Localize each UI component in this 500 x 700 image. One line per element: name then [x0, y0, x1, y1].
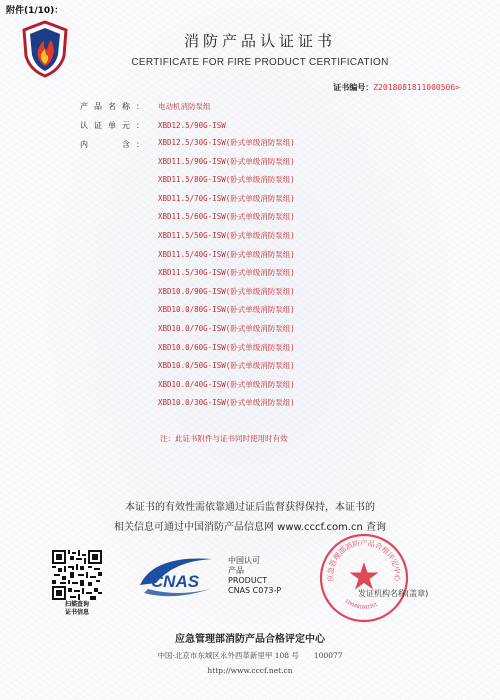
title-chinese: 消防产品认证证书 [183, 32, 336, 50]
certification-unit-value: XBD12.5/90G-ISW [158, 121, 226, 130]
seal-number-text: 1101081082551 [343, 598, 379, 611]
contains-label: 内 含： [80, 140, 150, 149]
attachment-note: 注：此证书附件与证书同时使用时有效 [160, 434, 288, 443]
certification-unit-label: 认证单元： [80, 121, 150, 130]
validity-line-1: 本证书的有效性需依靠通过证后监督获得保持，本证书的 [125, 502, 375, 513]
list-item: XBD10.0/80G-ISW(卧式单级消防泵组) [158, 305, 295, 315]
footer-address: 中国·北京市东城区永外西革新里甲 108 号 100077 [157, 651, 343, 660]
list-item: XBD11.5/60G-ISW(卧式单级消防泵组) [158, 212, 295, 222]
list-item: XBD10.0/30G-ISW(卧式单级消防泵组) [158, 398, 295, 408]
list-item: XBD11.5/90G-ISW(卧式单级消防泵组) [158, 156, 295, 166]
list-item: XBD10.0/70G-ISW(卧式单级消防泵组) [158, 323, 295, 333]
accreditation-text [228, 556, 281, 596]
accreditation-line-2: 产品 [228, 566, 244, 575]
list-item: XBD12.5/30G-ISW(卧式单级消防泵组) [158, 138, 295, 147]
validity-line-2: 相关信息可通过中国消防产品信息网 www.cccf.com.cn 查询 [114, 522, 386, 533]
validity-statement [0, 498, 500, 538]
list-item: XBD11.5/70G-ISW(卧式单级消防泵组) [158, 193, 295, 203]
cnas-logo-text: CNAS [150, 572, 200, 591]
list-item: XBD11.5/50G-ISW(卧式单级消防泵组) [158, 230, 295, 240]
cnas-logo-icon [134, 553, 216, 603]
footer-website-link[interactable]: http://www.cccf.net.cn [207, 666, 293, 675]
qr-caption-line-1: 扫描查询 [64, 601, 89, 608]
issuer-label: 发证机构名称(盖章) [358, 589, 429, 598]
list-item: XBD11.5/80G-ISW(卧式单级消防泵组) [158, 175, 295, 185]
qr-caption-line-2: 证书信息 [64, 609, 89, 616]
attachment-label: 附件(1/10)： [6, 6, 64, 16]
product-name-value: 电动机消防泵组 [158, 102, 211, 111]
contains-row [80, 139, 158, 150]
list-item: XBD10.0/50G-ISW(卧式单级消防泵组) [158, 361, 295, 371]
list-item: XBD10.0/90G-ISW(卧式单级消防泵组) [158, 286, 295, 296]
certificate-number-label: 证书编号： [333, 83, 374, 92]
svg-text:1101081082551 [343, 598, 378, 611]
qr-code-icon[interactable] [52, 550, 102, 600]
certificate-number-value: Z2018081811000506> [373, 83, 460, 92]
seal-arc-text: 应急管理部消防产品合格评定中心 [325, 538, 403, 583]
title-english: CERTIFICATE FOR FIRE PRODUCT CERTIFICATION [131, 57, 389, 68]
accreditation-line-1: 中国认可 [228, 556, 260, 565]
list-item: XBD11.5/40G-ISW(卧式单级消防泵组) [158, 249, 295, 259]
product-name-label: 产品名称： [80, 102, 150, 111]
official-seal-stamp [318, 532, 410, 624]
list-item: XBD10.0/40G-ISW(卧式单级消防泵组) [158, 379, 295, 389]
qr-caption [50, 601, 104, 617]
model-list [158, 138, 295, 417]
product-name-row [80, 101, 211, 112]
accreditation-line-4: CNAS C073-P [228, 586, 282, 595]
certification-unit-row [80, 120, 226, 131]
footer-organization: 应急管理部消防产品合格评定中心 [175, 634, 325, 645]
accreditation-line-3: PRODUCT [228, 576, 268, 585]
certificate-number [333, 82, 460, 93]
list-item: XBD10.0/60G-ISW(卧式单级消防泵组) [158, 342, 295, 352]
list-item: XBD11.5/30G-ISW(卧式单级消防泵组) [158, 268, 295, 278]
